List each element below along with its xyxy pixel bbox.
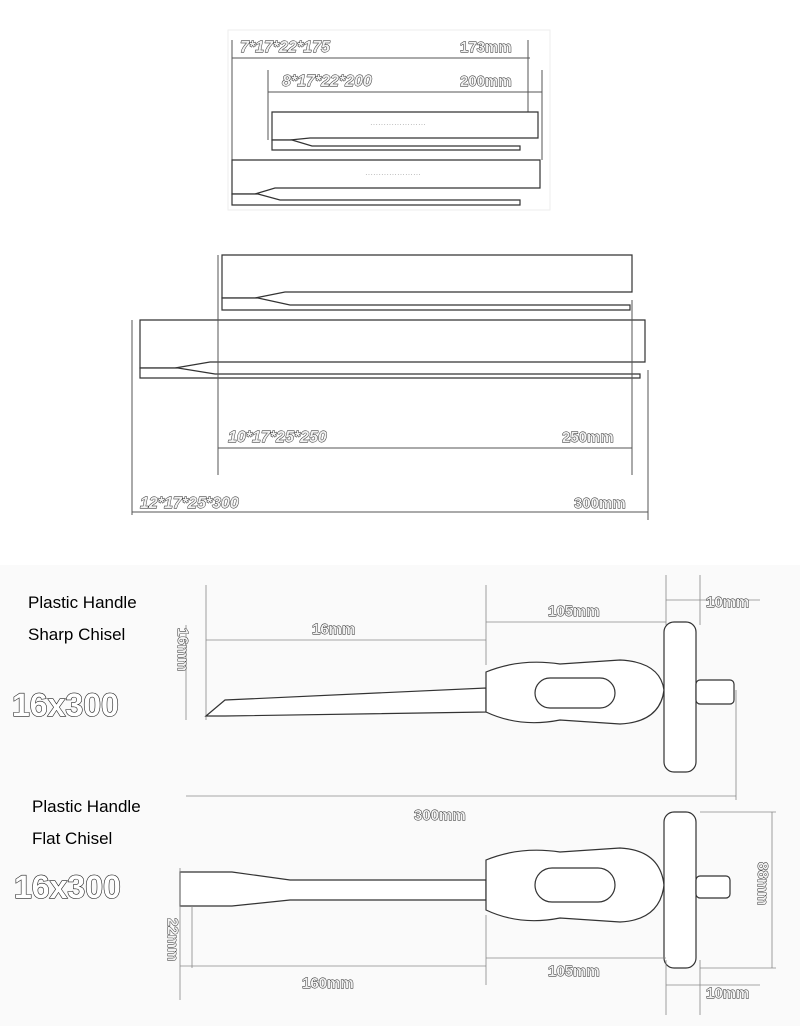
sharp-size: 16x300 xyxy=(12,687,119,723)
chisel-250-body xyxy=(222,255,632,298)
flat-grip-len: 105mm xyxy=(548,963,600,980)
sharp-title-2: Sharp Chisel xyxy=(28,625,126,644)
flat-grip-window xyxy=(535,868,615,902)
chisel-200-engraving: ····················· xyxy=(370,120,426,129)
flat-guard-height: 88mm xyxy=(754,862,771,906)
top-panel xyxy=(228,30,550,210)
sharp-title-1: Plastic Handle xyxy=(28,593,137,612)
top-spec-b: 8*17*22*200 xyxy=(282,73,372,90)
top-len-b: 200mm xyxy=(460,73,512,90)
sharp-guard: 10mm xyxy=(706,594,750,611)
sharp-blade-height: 16mm xyxy=(174,628,191,672)
mid-len-a: 250mm xyxy=(562,429,614,446)
chisel-300-body xyxy=(140,320,645,368)
bottom-panel xyxy=(0,565,800,1026)
mid-spec-a: 10*17*25*250 xyxy=(228,429,327,446)
overall-len: 300mm xyxy=(414,807,466,824)
flat-title-1: Plastic Handle xyxy=(32,797,141,816)
flat-striking-end xyxy=(696,876,730,898)
flat-title-2: Flat Chisel xyxy=(32,829,113,848)
sharp-blade-len: 16mm xyxy=(312,621,356,638)
sharp-guard-disc xyxy=(664,622,696,772)
flat-blade-height: 22mm xyxy=(164,918,181,962)
flat-size: 16x300 xyxy=(14,869,121,905)
flat-blade-len: 160mm xyxy=(302,975,354,992)
middle-panel xyxy=(132,255,648,520)
chisel-250-edge xyxy=(222,298,630,310)
flat-guard-disc xyxy=(664,812,696,968)
flat-guard: 10mm xyxy=(706,985,750,1002)
top-len-a: 173mm xyxy=(460,39,512,56)
sharp-grip-window xyxy=(535,678,615,708)
top-spec-a: 7*17*22*175 xyxy=(240,39,330,56)
chisel-175-engraving: ····················· xyxy=(365,170,421,179)
mid-len-b: 300mm xyxy=(574,495,626,512)
mid-spec-b: 12*17*25*300 xyxy=(140,495,239,512)
sharp-grip-len: 105mm xyxy=(548,603,600,620)
sharp-striking-end xyxy=(696,680,734,704)
chisel-300-edge xyxy=(140,368,640,378)
